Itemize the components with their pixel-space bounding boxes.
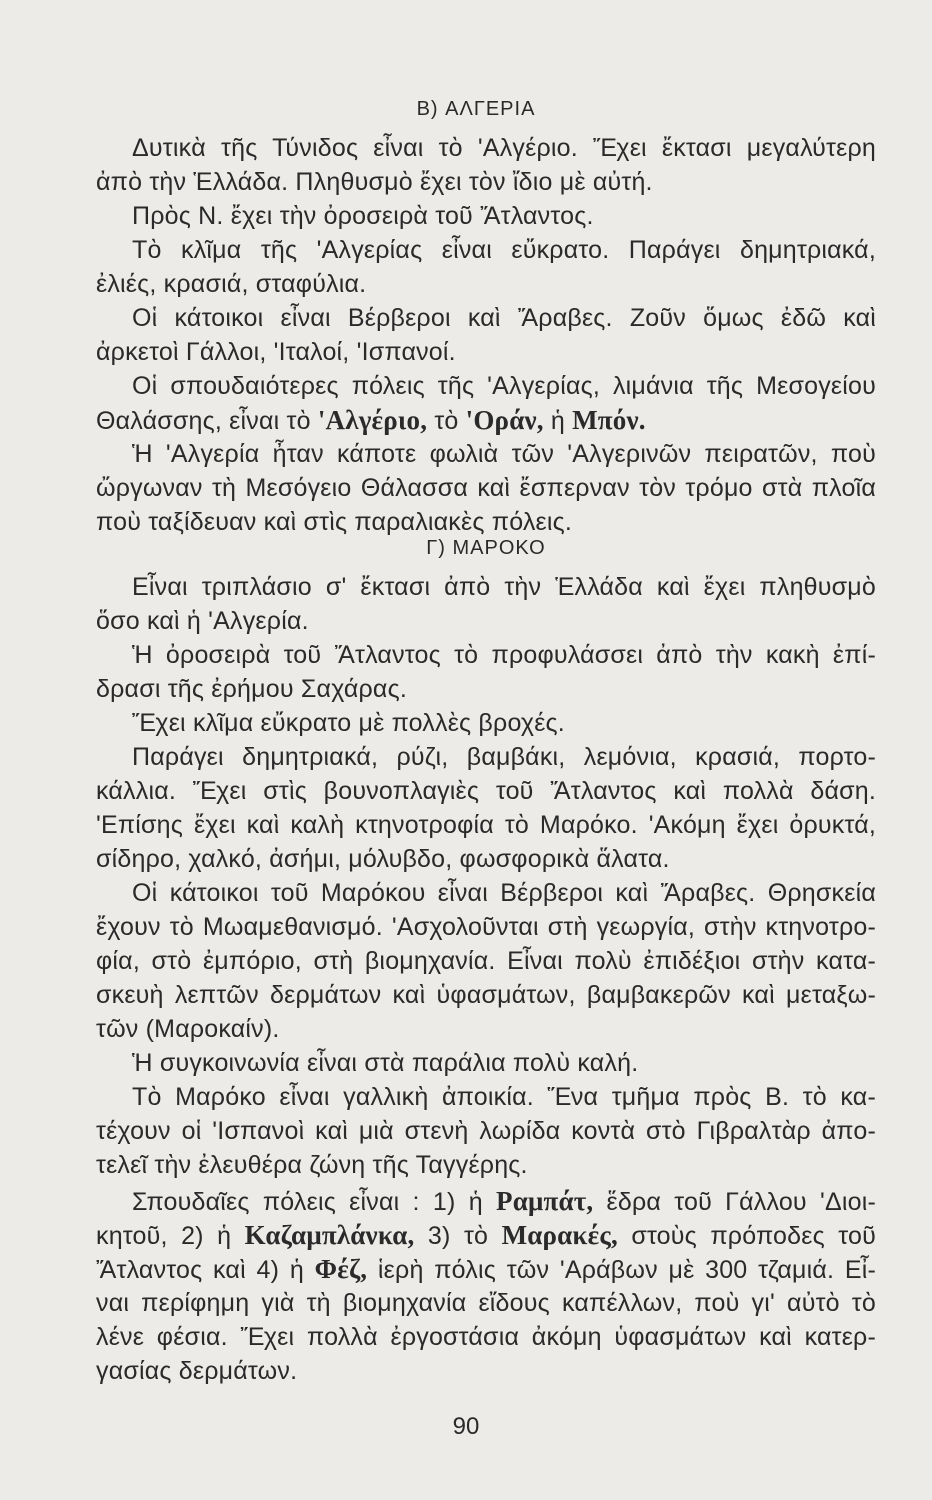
city-marrakesh: Μαρακές,	[501, 1220, 618, 1250]
paragraph-line: τελεῖ τὴν ἐλευθέρα ζώνη τῆς Ταγγέρης.	[96, 1151, 528, 1179]
city-casablanca: Καζαμπλάνκα,	[244, 1220, 415, 1250]
text-run: Θαλάσσης, εἶναι τὸ	[96, 407, 318, 435]
paragraph-line: ἀρκετοὶ Γάλλοι, 'Ιταλοί, 'Ισπανοί.	[96, 338, 456, 366]
city-bone: Μπόν.	[572, 405, 646, 435]
paragraph-line-cities	[132, 1184, 876, 1219]
page-number: 90	[452, 1413, 480, 1440]
paragraph-line: ἀπὸ τὴν Ἑλλάδα. Πληθυσμὸ ἔχει τὸν ἴδιο μὲ αὐτή.	[96, 168, 653, 196]
paragraph-line: Τὸ κλῖμα τῆς 'Αλγερίας εἶναι εὔκρατο. Παράγει δημητριακά,	[132, 236, 876, 264]
paragraph-line: ἐλιές, κρασιά, σταφύλια.	[96, 270, 367, 298]
paragraph-line: σκευὴ λεπτῶν δερμάτων καὶ ὑφασμάτων, βαμβακερῶν καὶ μεταξω-	[96, 981, 876, 1009]
paragraph-line: κάλλια. Ἔχει στὶς βουνοπλαγιὲς τοῦ Ἄτλαντος καὶ πολλὰ δάση.	[96, 777, 876, 805]
city-fez: Φέζ,	[314, 1254, 368, 1284]
paragraph-line: γασίας δερμάτων.	[96, 1357, 298, 1385]
paragraph-line: ποὺ ταξίδευαν καὶ στὶς παραλιακὲς πόλεις.	[96, 508, 573, 536]
paragraph-line: Ἔχει κλῖμα εὔκρατο μὲ πολλὲς βροχές.	[132, 709, 565, 737]
paragraph-line: Παράγει δημητριακά, ρύζι, βαμβάκι, λεμόνια, κρασιά, πορτο-	[132, 743, 876, 771]
paragraph-line: Ἡ ὀροσειρὰ τοῦ Ἄτλαντος τὸ προφυλάσσει ἀπὸ τὴν κακὴ ἐπί-	[132, 641, 876, 669]
paragraph-line-cities	[96, 403, 876, 438]
text-run: στοὺς πρόποδες τοῦ	[617, 1222, 876, 1250]
text-run: τὸ	[427, 407, 466, 435]
paragraph-line-cities	[96, 1252, 876, 1287]
paragraph-line: Τὸ Μαρόκο εἶναι γαλλικὴ ἀποικία. Ἕνα τμῆμα πρὸς Β. τὸ κα-	[132, 1083, 876, 1111]
city-oran: 'Οράν,	[465, 405, 544, 435]
text-run: ἱερὴ πόλις τῶν 'Αράβων μὲ 300 τζαμιά. Εἶ-	[367, 1256, 877, 1284]
text-run: κητοῦ, 2) ἡ	[96, 1222, 245, 1250]
paragraph-line: τέχουν οἱ 'Ισπανοὶ καὶ μιὰ στενὴ λωρίδα κοντὰ στὸ Γιβραλτὰρ ἀπο-	[96, 1117, 876, 1145]
paragraph-line: ὤργωναν τὴ Μεσόγειο Θάλασσα καὶ ἔσπερναν τὸν τρόμο στὰ πλοῖα	[96, 474, 876, 502]
paragraph-line: Πρὸς Ν. ἔχει τὴν ὀροσειρὰ τοῦ Ἄτλαντος.	[132, 202, 594, 230]
paragraph-line: ναι περίφημη γιὰ τὴ βιομηχανία εἴδους καπέλλων, ποὺ γι' αὐτὸ τὸ	[96, 1289, 876, 1317]
paragraph-line: Οἱ κάτοικοι εἶναι Βέρβεροι καὶ Ἄραβες. Ζοῦν ὅμως ἐδῶ καὶ	[132, 304, 876, 332]
paragraph-line: 'Επίσης ἔχει καὶ καλὴ κτηνοτροφία τὸ Μαρόκο. 'Ακόμη ἔχει ὀρυκτά,	[96, 811, 876, 839]
text-run: Ἄτλαντος καὶ 4) ἡ	[96, 1256, 315, 1284]
paragraph-line: ἔχουν τὸ Μωαμεθανισμό. 'Ασχολοῦνται στὴ γεωργία, στὴν κτηνοτρο-	[96, 913, 876, 941]
paragraph-line: φία, στὸ ἐμπόριο, στὴ βιομηχανία. Εἶναι πολὺ ἐπιδέξιοι στὴν κατα-	[96, 947, 876, 975]
paragraph-line: σίδηρο, χαλκό, ἀσήμι, μόλυβδο, φωσφορικὰ ἅλατα.	[96, 845, 670, 873]
paragraph-line: Εἶναι τριπλάσιο σ' ἔκτασι ἀπὸ τὴν Ἑλλάδα καὶ ἔχει πληθυσμὸ	[132, 573, 876, 601]
text-run: Σπουδαῖες πόλεις εἶναι : 1) ἡ	[132, 1188, 497, 1216]
text-run: ἡ	[543, 407, 573, 435]
city-algiers: 'Αλγέριο,	[317, 405, 428, 435]
paragraph-line-cities	[96, 1218, 876, 1253]
paragraph-line: Ἡ συγκοινωνία εἶναι στὰ παράλια πολὺ καλή.	[132, 1049, 639, 1077]
text-run: ἕδρα τοῦ Γάλλου 'Διοι-	[593, 1188, 876, 1216]
paragraph-line: ὅσο καὶ ἡ 'Αλγερία.	[96, 607, 309, 635]
section-title-morocco: Γ) ΜΑΡΟΚΟ	[426, 537, 546, 559]
text-run: 3) τὸ	[414, 1222, 502, 1250]
paragraph-line: Ἡ 'Αλγερία ἦταν κάποτε φωλιὰ τῶν 'Αλγερινῶν πειρατῶν, ποὺ	[132, 440, 876, 468]
paragraph-line: Οἱ κάτοικοι τοῦ Μαρόκου εἶναι Βέρβεροι καὶ Ἄραβες. Θρησκεία	[132, 879, 876, 907]
paragraph-line: δρασι τῆς ἐρήμου Σαχάρας.	[96, 675, 407, 703]
paragraph-line: Δυτικὰ τῆς Τύνιδος εἶναι τὸ 'Αλγέριο. Ἔχει ἔκτασι μεγαλύτερη	[132, 134, 876, 162]
paragraph-line: τῶν (Μαροκαίν).	[96, 1015, 280, 1043]
paragraph-line: Οἱ σπουδαιότερες πόλεις τῆς 'Αλγερίας, λιμάνια τῆς Μεσογείου	[132, 372, 876, 400]
paragraph-line: λένε φέσια. Ἔχει πολλὰ ἐργοστάσια ἀκόμη ὑφασμάτων καὶ κατερ-	[96, 1323, 876, 1351]
section-title-algeria: B) ΑΛΓΕΡΙΑ	[416, 98, 536, 120]
city-rabat: Ραμπάτ,	[496, 1186, 594, 1216]
